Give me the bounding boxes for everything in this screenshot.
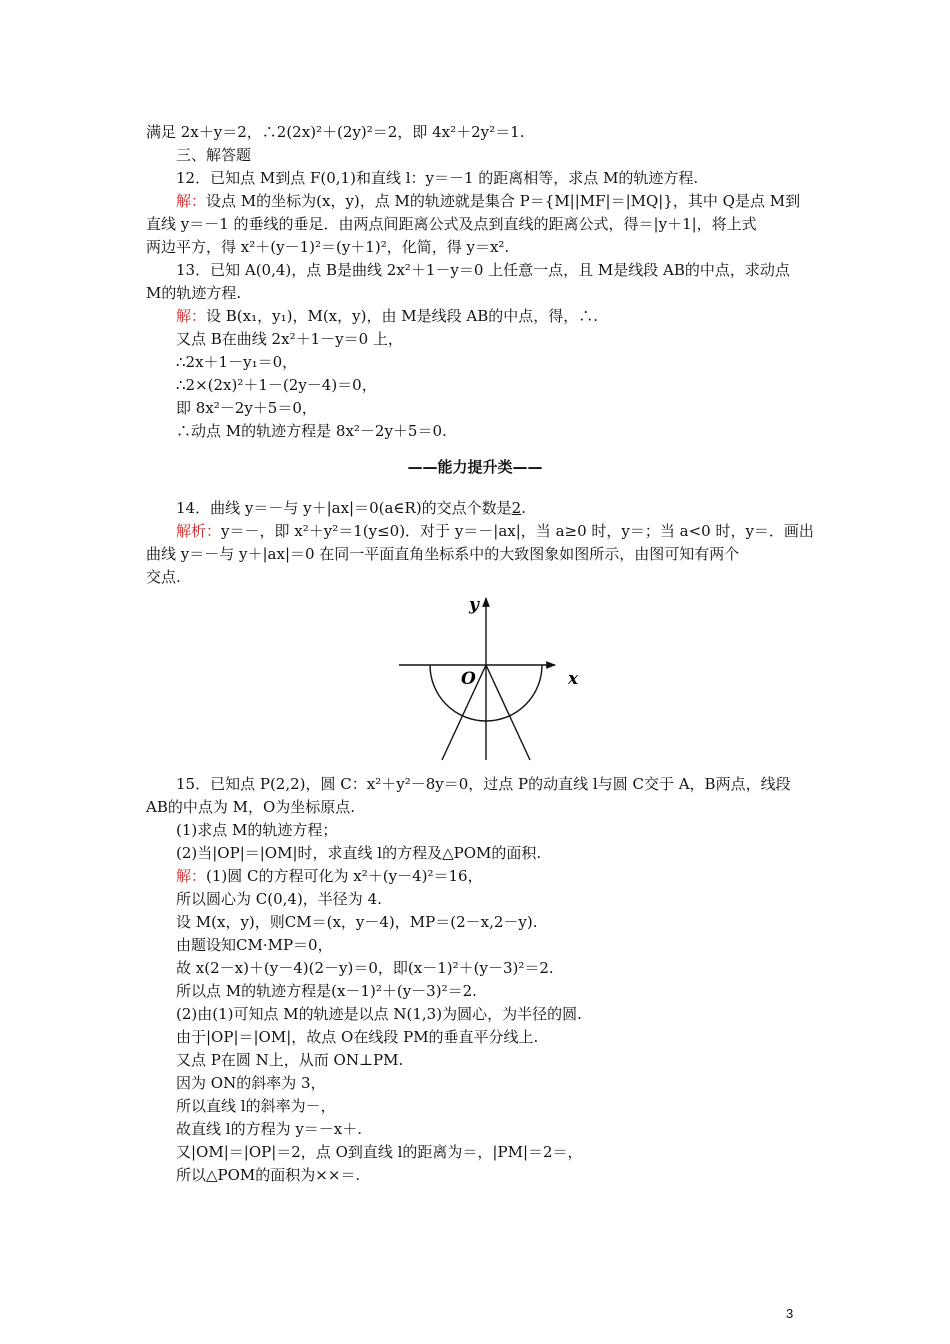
text-line: 因为 ON的斜率为 3， [176, 1074, 326, 1092]
section-title: ——能力提升类—— [407, 458, 543, 476]
x-axis-label: x [568, 669, 579, 689]
text-line: 所以圆心为 C(0,4)，半径为 4. [176, 890, 382, 908]
text-line: 又点 P在圆 N上，从而 ON⊥PM. [176, 1051, 404, 1069]
text-line: 两边平方，得 x²＋(y－1)²＝(y＋1)²，化简，得 y＝x². [146, 238, 510, 256]
text-line: 由题设知CM·MP＝0， [176, 936, 333, 954]
text-line: 又|OM|＝|OP|＝2，点 O到直线 l的距离为＝，|PM|＝2＝， [176, 1143, 583, 1161]
solution-line [176, 866, 483, 886]
analysis-text: y＝－，即 x²＋y²＝1(y≤0)．对于 y＝－|ax|，当 a≥0 时，y＝；当 a<0 时，y＝．画出 [221, 522, 814, 540]
text-line: 故 x(2－x)＋(y－4)(2－y)＝0，即(x－1)²＋(y－3)²＝2. [176, 959, 554, 977]
text-line: (2)当|OP|＝|OM|时，求直线 l的方程及△POM的面积. [176, 844, 542, 862]
text-line: ∴2×(2x)²＋1－(2y－4)＝0， [176, 376, 377, 394]
text-line: 所以△POM的面积为××＝. [176, 1166, 361, 1184]
text-line: 直线 y＝－1 的垂线的垂足．由两点间距离公式及点到直线的距离公式，得＝|y＋1|，将上式 [146, 215, 757, 233]
text-line: 故直线 l的方程为 y＝－x＋. [176, 1120, 363, 1138]
text-line: M的轨迹方程. [146, 284, 242, 302]
text-line: 设 M(x，y)，则CM＝(x，y－4)，MP＝(2－x,2－y). [176, 913, 538, 931]
text-line: (1)求点 M的轨迹方程； [176, 821, 338, 839]
text-line: ∴动点 M的轨迹方程是 8x²－2y＋5＝0. [176, 422, 447, 440]
text-line: 所以点 M的轨迹方程是(x－1)²＋(y－3)²＝2. [176, 982, 477, 1000]
analysis-label: 解析： [176, 522, 222, 540]
problem-14 [176, 498, 526, 518]
section-heading: 三、解答题 [176, 146, 252, 164]
page-number: 3 [786, 1306, 794, 1321]
line-right-branch [486, 665, 530, 760]
text-line: 所以直线 l的斜率为－， [176, 1097, 336, 1115]
text-line: 即 8x²－2y＋5＝0， [176, 399, 317, 417]
text-line: 曲线 y＝－与 y＋|ax|＝0 在同一平面直角坐标系中的大致图象如图所示，由图可知有两个 [146, 545, 740, 563]
analysis-line [176, 521, 814, 541]
text-line: 又点 B在曲线 2x²＋1－y＝0 上， [176, 330, 403, 348]
text-line: (2)由(1)可知点 M的轨迹是以点 N(1,3)为圆心，为半径的圆. [176, 1005, 582, 1023]
origin-label: O [461, 669, 476, 689]
problem-13: 13．已知 A(0,4)，点 B是曲线 2x²＋1－y＝0 上任意一点，且 M是线段 AB的中点，求动点 [176, 261, 790, 279]
solution-line [176, 191, 800, 211]
text-line: 满足 2x＋y＝2，∴2(2x)²＋(2y)²＝2，即 4x²＋2y²＝1. [146, 123, 525, 141]
solution-label: 解： [176, 867, 207, 885]
text-line: 由于|OP|＝|OM|，故点 O在线段 PM的垂直平分线上. [176, 1028, 539, 1046]
solution-label: 解： [176, 307, 207, 325]
problem-15: 15．已知点 P(2,2)，圆 C：x²＋y²－8y＝0，过点 P的动直线 l与圆 C交于 A，B两点，线段 [176, 775, 791, 793]
problem-12: 12．已知点 M到点 F(0,1)和直线 l：y＝－1 的距离相等，求点 M的轨迹方程. [176, 169, 699, 187]
problem-14-text: 14．曲线 y＝－与 y＋|ax|＝0(a∈R)的交点个数是 [176, 499, 512, 517]
text-line: 交点. [146, 568, 181, 586]
solution-text: 设点 M的坐标为(x，y)，点 M的轨迹就是集合 P＝{M||MF|＝|MQ|}，其中 Q是点 M到 [206, 192, 801, 210]
solution-text: 设 B(x₁，y₁)，M(x，y)，由 M是线段 AB的中点，得，∴. [206, 307, 598, 325]
solution-line [176, 306, 598, 326]
text-line: ∴2x＋1－y₁＝0， [176, 353, 298, 371]
answer-value: 2 [511, 499, 522, 517]
y-axis-label: y [469, 595, 479, 615]
solution-label: 解： [176, 192, 207, 210]
period: . [521, 499, 526, 517]
text-line: AB的中点为 M，O为坐标原点. [146, 798, 356, 816]
solution-text: (1)圆 C的方程可化为 x²＋(y－4)²＝16， [206, 867, 483, 885]
coordinate-figure [395, 592, 579, 764]
